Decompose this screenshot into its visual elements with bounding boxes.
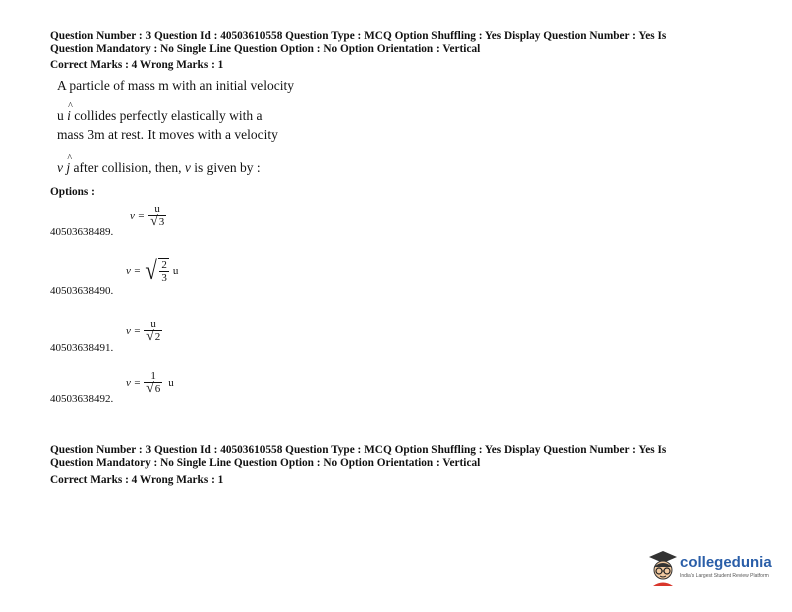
question-header-line2-repeat: Question Mandatory : No Single Line Question Option : No Option Orientation : Vertical <box>50 457 481 469</box>
logo-wordmark: collegedunia <box>680 554 772 571</box>
logo-tagline: India's Largest Student Review Platform <box>680 573 769 579</box>
option-4-id[interactable]: 40503638492. <box>50 393 114 405</box>
question-marks-repeat: Correct Marks : 4 Wrong Marks : 1 <box>50 474 224 486</box>
option-2-formula: v = √ $\frac{2}{3}$ u <box>126 256 179 285</box>
question-header-line1: Question Number : 3 Question Id : 40503610558 Question Type : MCQ Option Shuffling : Yes Display Question Number : Yes Is <box>50 30 667 42</box>
question-line1: A particle of mass m with an initial velocity <box>57 78 294 93</box>
question-header-line1-repeat: Question Number : 3 Question Id : 40503610558 Question Type : MCQ Option Shuffling : Yes Display Question Number : Yes Is <box>50 444 667 456</box>
collegedunia-logo[interactable] <box>646 548 772 588</box>
graduate-mascot-icon <box>646 548 680 588</box>
question-line2: u ^ i collides perfectly elastically with a <box>57 108 262 124</box>
option-1-formula: v = $\frac{u}{√3}$ <box>130 203 165 229</box>
velocity-symbol-u: u <box>57 108 64 123</box>
option-4-formula: v = $\frac{1}{√6}$ u <box>126 370 174 396</box>
option-2-id[interactable]: 40503638490. <box>50 285 114 297</box>
options-label: Options : <box>50 186 95 198</box>
question-header-line2: Question Mandatory : No Single Line Question Option : No Option Orientation : Vertical <box>50 43 481 55</box>
question-line4: v ^ j after collision, then, v is given by : <box>57 160 261 176</box>
question-marks: Correct Marks : 4 Wrong Marks : 1 <box>50 59 224 71</box>
option-3-id[interactable]: 40503638491. <box>50 342 114 354</box>
option-1-id[interactable]: 40503638489. <box>50 226 114 238</box>
question-line3: mass 3m at rest. It moves with a velocity <box>57 127 278 142</box>
option-3-formula: v = $\frac{u}{√2}$ <box>126 318 161 344</box>
unit-vector-i: ^ i <box>67 108 71 124</box>
unit-vector-j: ^ j <box>66 160 70 176</box>
